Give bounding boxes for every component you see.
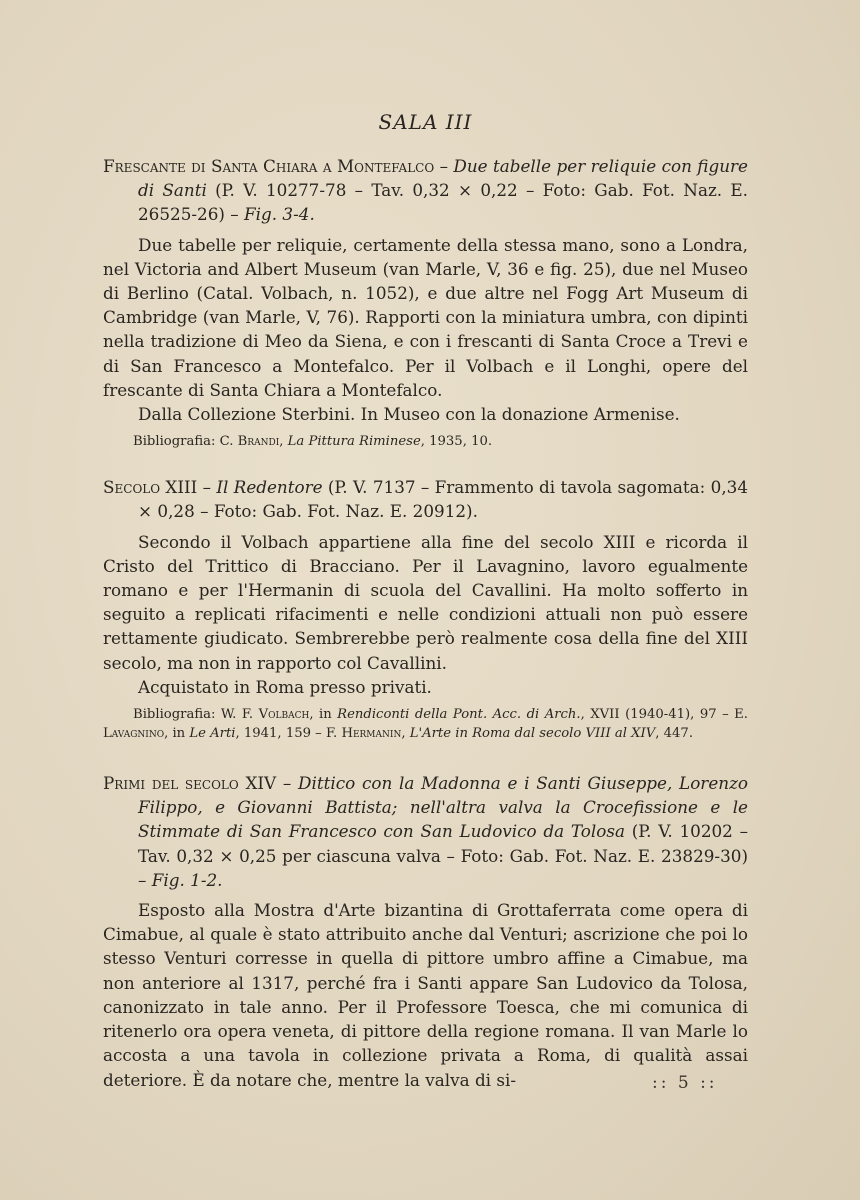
entry-author: Frescante di Santa Chiara a Montefalco — [103, 156, 435, 176]
biblio-sep: , — [279, 434, 288, 450]
biblio-rest: , 1941, 159 – F. — [235, 726, 342, 742]
biblio-work: Rendiconti della Pont. Acc. di Arch. — [337, 707, 581, 723]
biblio-sep: , in — [164, 726, 190, 742]
bibliography — [103, 705, 748, 743]
biblio-author: Hermanin — [341, 726, 402, 742]
entry-ref: (P. V. 10277-78 – Tav. 0,32 × 0,22 – Foto: Gab. Fot. Naz. E. 26525-26) – — [138, 180, 748, 225]
dash: – — [197, 477, 217, 498]
biblio-label: Bibliografia: W. F. — [133, 707, 259, 723]
entry-author: Secolo XIII — [103, 477, 198, 498]
entry-author: Primi del secolo XIV — [103, 773, 277, 794]
entry-title: Il Redentore — [216, 477, 323, 498]
biblio-rest: , 1935, 10. — [420, 434, 493, 450]
biblio-sep: , in — [309, 707, 338, 723]
section-title: SALA III — [378, 110, 473, 134]
entry-heading — [103, 154, 748, 227]
entry-body: Due tabelle per reliquie, certamente della stessa mano, sono a Londra, nel Victoria and Albert Museum (van Marle, V, 36 e fig. 25), due nel Museo di Berlino (Catal. Volbach, n. 1052), e due altre nel Fogg Art Museum di Cambridge (van Marle, V, 76). Rapporti con la miniatura umbra, con dipinti nella tradizione di Meo da Siena, e con i frescanti di Santa Croce a Trevi e di San Francesco a Montefalco. Per il Volbach e il Longhi, opere del frescante di Santa Chiara a Montefalco. — [103, 234, 748, 400]
biblio-work: La Pittura Riminese — [287, 434, 421, 450]
entry-ref: (P. V. 7137 – Frammento di tavola sagomata: 0,34 × 0,28 – Foto: Gab. Fot. Naz. E. 20912). — [138, 477, 749, 522]
biblio-author: Brandi — [237, 434, 280, 450]
entry-provenance: Acquistato in Roma presso privati. — [138, 676, 432, 697]
biblio-author: Lavagnino — [103, 726, 165, 742]
entry-heading — [103, 475, 748, 523]
page-number: :: 5 :: — [652, 1073, 718, 1093]
biblio-work: Le Arti — [189, 726, 236, 742]
catalog-entry — [103, 475, 748, 743]
catalog-entry — [103, 771, 748, 1092]
biblio-rest: , XVII (1940-41), 97 – E. — [580, 707, 748, 723]
entry-provenance: Dalla Collezione Sterbini. In Museo con la donazione Armenise. — [138, 404, 680, 425]
bibliography — [103, 432, 748, 451]
entry-ref: (P. V. 10202 – Tav. 0,32 × 0,25 per ciascuna valva – Foto: Gab. Fot. Naz. E. 23829-30) – — [138, 821, 748, 890]
entry-fig: Fig. 3-4. — [244, 204, 315, 225]
biblio-work: L'Arte in Roma dal secolo VIII al XIV — [409, 726, 656, 742]
entry-title: Dittico con la Madonna e i Santi Giuseppe, Lorenzo Filippo, e Giovanni Battista; nell'altra valva la Crocefissione e le Stimmate di San Francesco con San Ludovico da Tolosa — [138, 773, 749, 842]
biblio-label: Bibliografia: C. — [133, 434, 238, 450]
biblio-rest: , 447. — [655, 726, 694, 742]
dash: – — [276, 773, 299, 794]
entry-body: Esposto alla Mostra d'Arte bizantina di Grottaferrata come opera di Cimabue, al quale è stato attribuito anche dal Venturi; ascrizione che poi lo stesso Venturi corresse in quella di pittore umbro affine a Cimabue, ma non anteriore al 1317, perché fra i Santi appare San Ludovico da Tolosa, canonizzato in tale anno. Per il Professore Toesca, che mi comunica di ritenerlo ora opera veneta, di pittore della regione romana. Il van Marle lo accosta a una tavola in collezione privata a Roma, di qualità assai deteriore. È da notare che, mentre la valva di si- — [103, 900, 748, 1090]
catalog-entry — [103, 154, 748, 451]
entry-title: Due tabelle per reliquie con figure di Santi — [138, 156, 748, 201]
entry-body: Secondo il Volbach appartiene alla fine del secolo XIII e ricorda il Cristo del Trittico di Bracciano. Per il Lavagnino, lavoro egualmente romano e per l'Hermanin di scuola del Cavallini. Ha molto sofferto in seguito a replicati rifacimenti e nelle condizioni attuali non può essere rettamente giudicato. Sembrerebbe però realmente cosa della fine del XIII secolo, ma non in rapporto col Cavallini. — [103, 531, 748, 673]
biblio-author: Volbach — [258, 707, 310, 723]
page-content — [103, 110, 748, 1092]
biblio-sep: , — [401, 726, 410, 742]
dash: – — [434, 156, 454, 176]
entry-fig: Fig. 1-2. — [151, 869, 223, 890]
entry-heading — [103, 771, 748, 892]
